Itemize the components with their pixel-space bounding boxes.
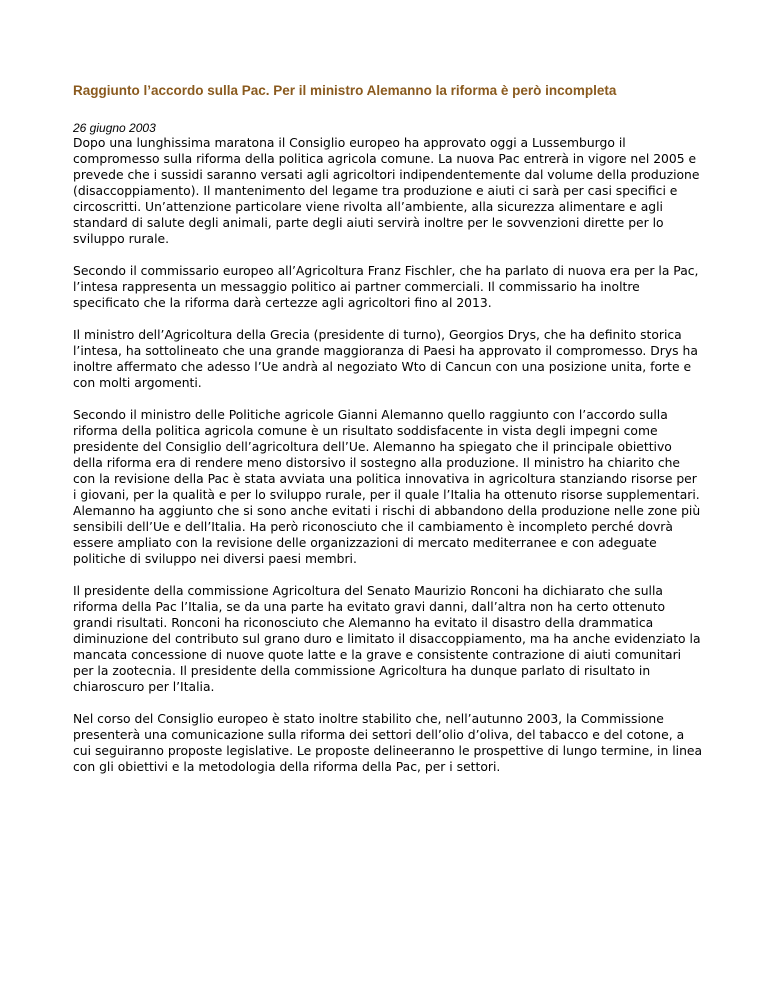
article-paragraph-3: Il ministro dell’Agricoltura della Grecia (presidente di turno), Georgios Drys, che ha definito storica l’intesa, ha sottolineato che una grande maggioranza di Paesi ha approvato il compromesso. Drys ha inoltre affermato che adesso l’Ue andrà al negoziato Wto di Cancun con una posizione unita, forte e con molti argomenti. bbox=[73, 328, 698, 390]
article-paragraph-6: Nel corso del Consiglio europeo è stato inoltre stabilito che, nell’autunno 2003, la Commissione presenterà una comunicazione sulla riforma dei settori dell’olio d’oliva, del tabacco e del cotone, a cui seguiranno proposte legislative. Le proposte delineeranno le prospettive di lungo termine, in linea con gli obiettivi e la metodologia della riforma della Pac, per i settori. bbox=[73, 712, 703, 774]
article-paragraph-2: Secondo il commissario europeo all’Agricoltura Franz Fischler, che ha parlato di nuova era per la Pac, l’intesa rappresenta un messaggio politico ai partner commerciali. Il commissario ha inoltre specificato che la riforma darà certezze agli agricoltori fino al 2013. bbox=[73, 264, 699, 310]
article-title: Raggiunto l’accordo sulla Pac. Per il ministro Alemanno la riforma è però incompleta bbox=[73, 83, 617, 98]
article-date: 26 giugno 2003 bbox=[73, 121, 156, 135]
article-paragraph-5: Il presidente della commissione Agricoltura del Senato Maurizio Ronconi ha dichiarato che sulla riforma della Pac l’Italia, se da una parte ha evitato gravi danni, dall’altra non ha certo ottenuto grandi risultati. Ronconi ha riconosciuto che Alemanno ha evitato il disastro della drammatica diminuzione del contributo sul grano duro e limitato il disaccoppiamento, ma ha anche evidenziato la mancata concessione di nuove quote latte e la grave e consistente contrazione di aiuti comunitari per la zootecnia. Il presidente della commissione Agricoltura ha dunque parlato di risultato in chiaroscuro per l’Italia. bbox=[73, 584, 701, 694]
article bbox=[73, 82, 703, 775]
article-paragraph-4: Secondo il ministro delle Politiche agricole Gianni Alemanno quello raggiunto con l’accordo sulla riforma della politica agricola comune è un risultato soddisfacente in vista degli impegni come presidente del Consiglio dell’agricoltura dell’Ue. Alemanno ha spiegato che il principale obiettivo della riforma era di rendere meno distorsivo il sostegno alla produzione. Il ministro ha chiarito che con la revisione della Pac è stata avviata una politica innovativa in agricoltura stanziando risorse per i giovani, per la qualità e per lo sviluppo rurale, per il quale l’Italia ha ottenuto risorse supplementari. Alemanno ha aggiunto che si sono anche evitati i rischi di abbandono della produzione nelle zone più sensibili dell’Ue e dell’Italia. Ha però riconosciuto che il cambiamento è incompleto perché dovrà essere ampliato con la revisione delle organizzazioni di mercato mediterranee e con adeguate politiche di sviluppo nei diversi paesi membri. bbox=[73, 408, 701, 566]
article-paragraph-1: Dopo una lunghissima maratona il Consiglio europeo ha approvato oggi a Lussemburgo il compromesso sulla riforma della politica agricola comune. La nuova Pac entrerà in vigore nel 2005 e prevede che i sussidi saranno versati agli agricoltori indipendentemente dal volume della produzione (disaccoppiamento). Il mantenimento del legame tra produzione e aiuti ci sarà per casi specifici e circoscritti. Un’attenzione particolare viene rivolta all’ambiente, alla sicurezza alimentare e agli standard di salute degli animali, parte degli aiuti servirà inoltre per le sovvenzioni dirette per lo sviluppo rurale. bbox=[73, 136, 700, 246]
